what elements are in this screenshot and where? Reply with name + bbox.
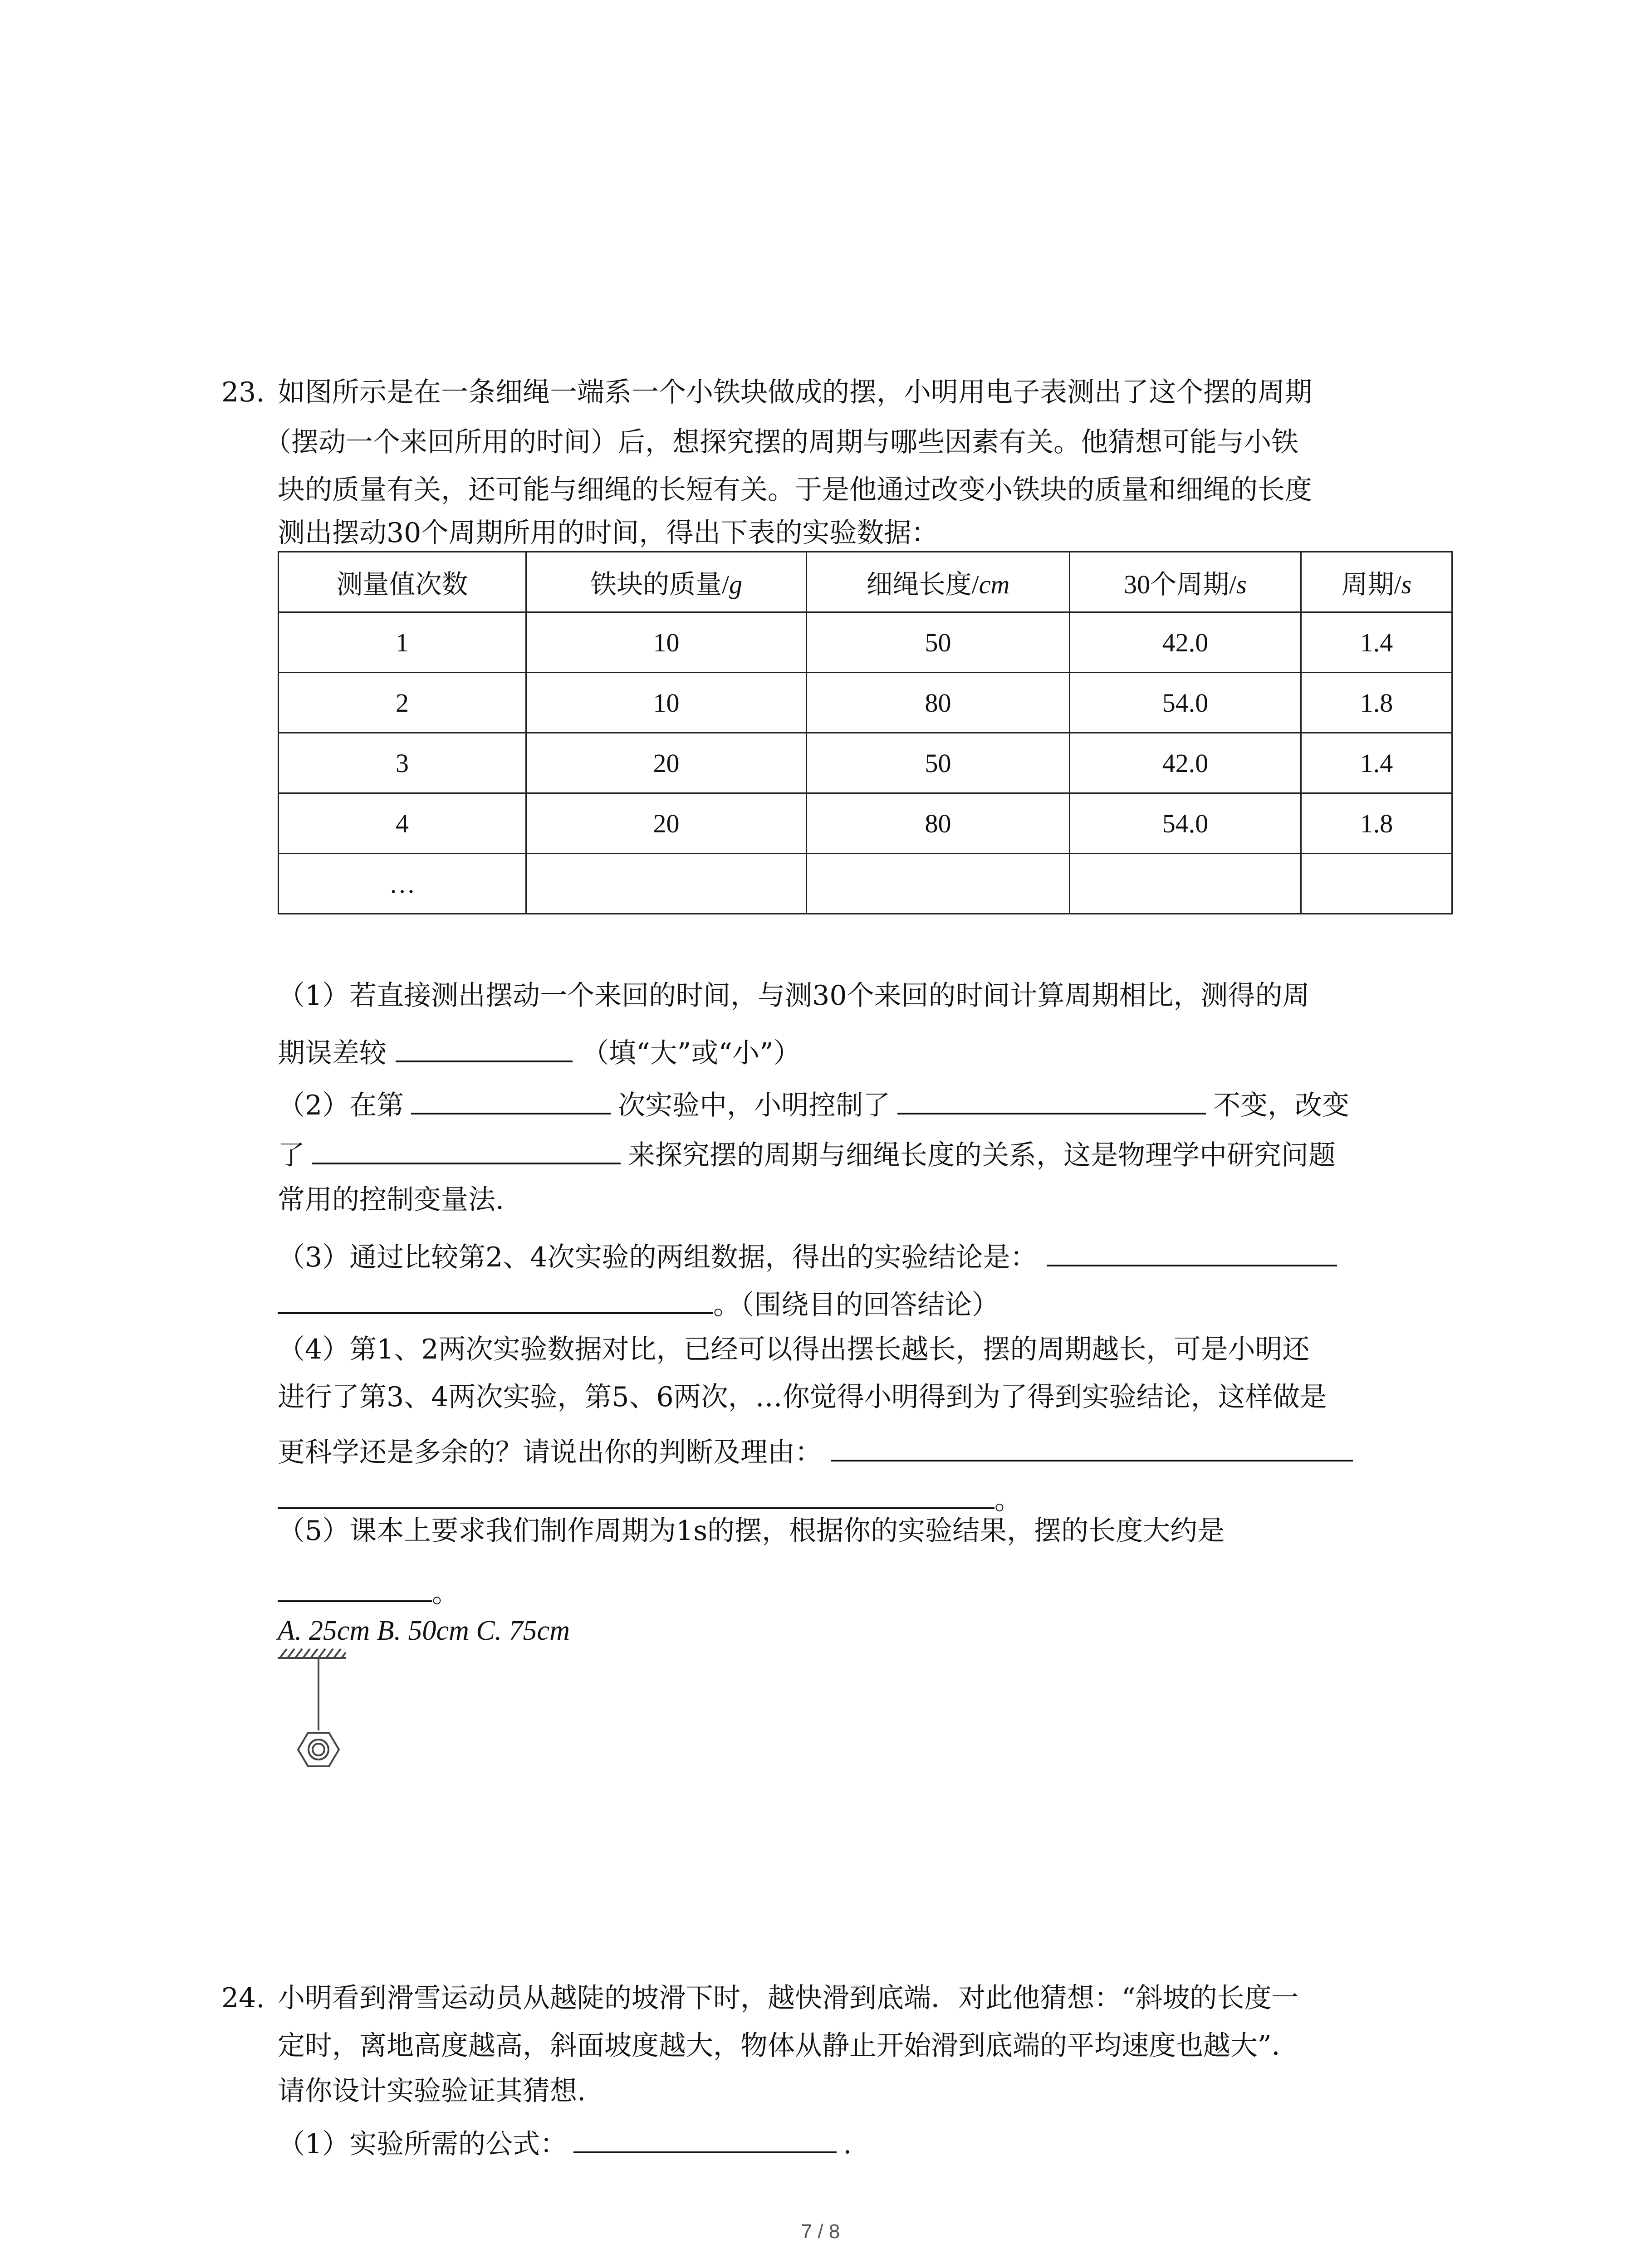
table-cell: 10 <box>526 673 807 733</box>
table-cell: 4 <box>279 793 526 854</box>
table-cell: 1 <box>279 612 526 673</box>
page-number: 7 / 8 <box>801 2220 840 2243</box>
q23-part1-line-2 <box>278 1034 801 1067</box>
table-cell <box>526 854 807 914</box>
table-cell: 1.4 <box>1301 612 1452 673</box>
table-row <box>279 854 1452 914</box>
part3-text: （3）通过比较第2、4次实验的两组数据，得出的实验结论是： <box>278 1242 1038 1273</box>
hex-nut-icon <box>298 1733 339 1766</box>
table-cell: 54.0 <box>1070 793 1301 854</box>
q23-intro-line-1: 如图所示是在一条细绳一端系一个小铁块做成的摆，小明用电子表测出了这个摆的周期 <box>278 376 1312 408</box>
table-cell: 3 <box>279 733 526 793</box>
table-cell: 54.0 <box>1070 673 1301 733</box>
q23-part3-line-2 <box>278 1286 999 1319</box>
answer-blank[interactable] <box>573 2125 837 2153</box>
answer-blank[interactable] <box>312 1136 621 1164</box>
part5-end: 。 <box>432 1577 459 1609</box>
q24-line-3: 请你设计实验验证其猜想. <box>278 2075 586 2107</box>
part4-end: 。 <box>994 1484 1022 1516</box>
part4-text: 更科学还是多余的？请说出你的判断及理由： <box>278 1437 822 1468</box>
q23-part4-line-2: 进行了第3、4两次实验，第5、6两次，…你觉得小明得到为了得到实验结论，这样做是 <box>278 1381 1327 1413</box>
q23-part2-line-2 <box>278 1136 1336 1169</box>
q23-part4-line-3 <box>278 1433 1353 1466</box>
q23-part2-line-3: 常用的控制变量法. <box>278 1184 505 1216</box>
answer-blank[interactable] <box>411 1086 611 1114</box>
table-cell <box>807 854 1070 914</box>
part2-text: （2）在第 <box>278 1090 404 1121</box>
answer-blank[interactable] <box>897 1086 1206 1114</box>
part2-text: 来探究摆的周期与细绳长度的关系，这是物理学中研究问题 <box>628 1139 1336 1171</box>
q23-part5-line-1: （5）课本上要求我们制作周期为1s的摆，根据你的实验结果，摆的长度大约是 <box>278 1515 1225 1547</box>
part2-text: 次实验中，小明控制了 <box>618 1090 891 1121</box>
table-cell: 42.0 <box>1070 612 1301 673</box>
header-period: 周期/s <box>1301 552 1452 612</box>
q24-part1-end: . <box>843 2128 852 2160</box>
table-cell: 1.8 <box>1301 793 1452 854</box>
table-cell: 80 <box>807 793 1070 854</box>
table-row <box>279 673 1452 733</box>
table-cell: … <box>279 854 526 914</box>
table-cell <box>1301 854 1452 914</box>
table-cell: 1.8 <box>1301 673 1452 733</box>
answer-blank[interactable] <box>278 1574 432 1602</box>
q24-part1-line <box>278 2125 852 2158</box>
header-trial-count: 测量值次数 <box>279 552 526 612</box>
part1-text: 期误差较 <box>278 1037 387 1069</box>
ceiling-hatch-icon <box>278 1649 346 1658</box>
table-cell <box>1070 854 1301 914</box>
table-cell: 20 <box>526 733 807 793</box>
q23-part3-line-1 <box>278 1238 1337 1271</box>
q24-line-2: 定时，离地高度越高，斜面坡度越大，物体从静止开始滑到底端的平均速度也越大”． <box>278 2030 1299 2062</box>
q23-intro-line-4: 测出摆动30个周期所用的时间，得出下表的实验数据： <box>278 517 939 549</box>
question-number-24: 24. <box>221 1982 265 2014</box>
header-iron-mass: 铁块的质量/g <box>526 552 807 612</box>
answer-blank[interactable] <box>278 1286 713 1314</box>
q23-part2-line-1 <box>278 1086 1349 1119</box>
table-cell: 10 <box>526 612 807 673</box>
table-cell: 20 <box>526 793 807 854</box>
table-cell: 80 <box>807 673 1070 733</box>
part1-hint: （填“大”或“小”） <box>582 1037 801 1069</box>
q24-line-1: 小明看到滑雪运动员从越陡的坡滑下时，越快滑到底端．对此他猜想：“斜坡的长度一 <box>278 1982 1299 2014</box>
part2-text: 不变，改变 <box>1213 1090 1350 1121</box>
table-row <box>279 733 1452 793</box>
table-cell: 50 <box>807 733 1070 793</box>
table-row <box>279 612 1452 673</box>
q23-part4-line-4 <box>278 1481 1022 1514</box>
table-cell: 2 <box>279 673 526 733</box>
table-row <box>279 793 1452 854</box>
header-30-periods: 30个周期/s <box>1070 552 1301 612</box>
part3-hint: 。（围绕目的回答结论） <box>713 1289 999 1321</box>
table-cell: 1.4 <box>1301 733 1452 793</box>
table-cell: 50 <box>807 612 1070 673</box>
answer-blank[interactable] <box>396 1034 573 1062</box>
pendulum-figure <box>278 1644 368 1776</box>
question-number-23: 23. <box>221 376 265 408</box>
q23-part5-line-2 <box>278 1574 459 1607</box>
q24-part1-text: （1）实验所需的公式： <box>278 2128 568 2160</box>
q23-intro-line-3: 块的质量有关，还可能与细绳的长短有关。于是他通过改变小铁块的质量和细绳的长度 <box>278 474 1312 506</box>
part2-text: 了 <box>278 1139 305 1171</box>
table-cell: 42.0 <box>1070 733 1301 793</box>
experiment-data-table <box>278 551 1453 914</box>
q23-part4-line-1: （4）第1、2两次实验数据对比，已经可以得出摆长越长，摆的周期越长，可是小明还 <box>278 1334 1310 1365</box>
answer-options: A. 25cm B. 50cm C. 75cm <box>278 1615 570 1646</box>
answer-blank[interactable] <box>278 1481 994 1509</box>
q23-intro-line-2: （摆动一个来回所用的时间）后，想探究摆的周期与哪些因素有关。他猜想可能与小铁 <box>264 426 1298 458</box>
answer-blank[interactable] <box>831 1433 1353 1461</box>
table-header-row <box>279 552 1452 612</box>
header-string-length: 细绳长度/cm <box>807 552 1070 612</box>
q23-part1-line-1: （1）若直接测出摆动一个来回的时间，与测30个来回的时间计算周期相比，测得的周 <box>278 980 1310 1012</box>
answer-blank[interactable] <box>1047 1238 1337 1266</box>
